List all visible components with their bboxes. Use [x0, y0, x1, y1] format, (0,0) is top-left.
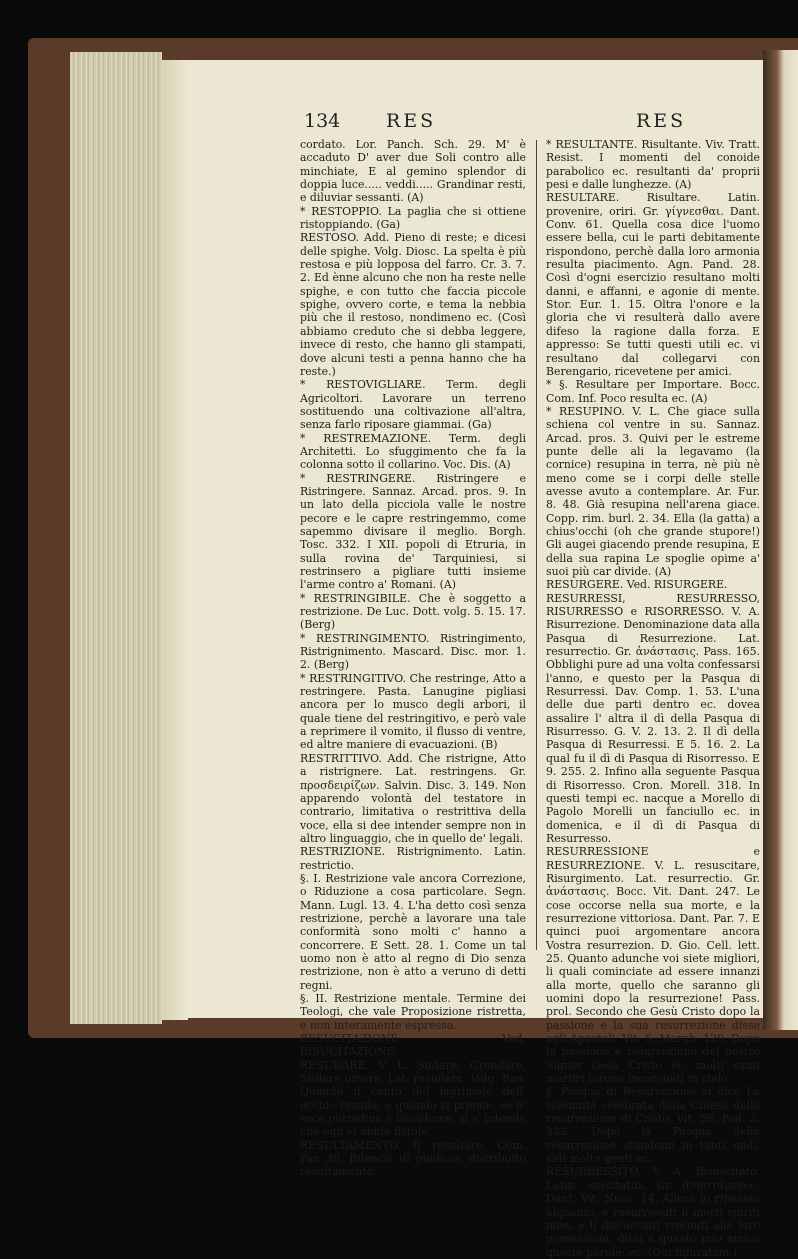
page-number: 134: [304, 110, 341, 132]
entry: §. Pasqua di Resurrezione si dice La solennità celebrata dalla Chiesa della resurrezione di Cristo. Vit. SS. Pad. 2. 322. Dopo la Pasqua della resurrezione standomi in tanti mali, vidi molte genti ec.: [546, 1085, 760, 1166]
entry: §. II. Restrizione mentale. Termine dei Teologi, che vale Proposizione ristretta, e non interamente espressa.: [300, 992, 526, 1032]
entry: §. I. Restrizione vale ancora Correzione, o Riduzione a cosa particolare. Segn. Mann. Lugl. 13. 4. L'ha detto così senza restrizione, perchè a lavorare una tale conformità sono molti c' hanno a concorrere. E Sett. 28. 1. Come un tal uomo non è atto al regno di Dio senza restrizione, non è atto a veruno di detti regni.: [300, 871, 526, 992]
entry: RESURRESSIONE e RESURREZIONE. V. L. resuscitare, Risurgimento. Lat. resurrectio. Gr. ἀνάστασις. Bocc. Vit. Dant. 247. Le cose occorse nella sua morte, e la resurrezione vittoriosa. Dant. Par. 7. E quinci puoi argomentare ancora Vostra resurrezion. D. Gio. Cell. lett. 25. Quanto adunche voi siete migliori, li quali cominciate ad essere innanzi alla morte, quello che saranno gli uomini dopo la resurrezione! Pass. prol. Secondo che Gesù Cristo dopo la passione e la sua resurrezione disse agli Apostoli. Vit. S. Margh. 129. Dopo la passione e resurrezione del nostro Signor Gesù Cristo ec. molti santi martiri furono incoronati in cielo.: [546, 845, 760, 1086]
entry: * RESTRINGERE. Ristringere e Ristringere. Sannaz. Arcad. pros. 9. In un lato della picciola valle le nostre pecore e le capre restringemmo, come sapemmo divisare il meglio. Borgh. Tosc. 332. I XII. popoli di Etruria, in sulla rovina de' Tarquiniesi, si restrinsero a pigliare tutti insieme l'arme contro a' Romani. (A): [300, 471, 526, 592]
entry: cordato. Lor. Panch. Sch. 29. M' è accaduto D' aver due Soli contro alle minchiate, E al gemino splendor di doppia luce..... veddi..... Grandinar resti, e diluviar sessanti. (A): [300, 138, 526, 205]
page-gutter: [162, 60, 188, 1020]
entry: * RESTOPPIO. La paglia che si ottiene ristoppiando. (Ga): [300, 204, 526, 232]
right-running-title: RES: [636, 110, 687, 132]
entry: * RESTREMAZIONE. Term. degli Architetti. Lo sfuggimento che fa la colonna sotto il collarino. Voc. Dis. (A): [300, 431, 526, 472]
book-spine: [763, 50, 798, 1030]
column-rule: [536, 140, 537, 950]
entry: * RESTRINGIBILE. Che è soggetto a restrizione. De Luc. Dott. volg. 5. 15. 17. (Berg): [300, 591, 526, 632]
left-column: [300, 138, 526, 1179]
entry: RESUCITAZIONE. Ved. RISUCITAZIONE.: [300, 1032, 526, 1059]
page-edges: [70, 52, 162, 1024]
entry: * RESTRINGITIVO. Che restringe, Atto a restringere. Pasta. Lanugine pigliasi ancora per lo musco degli arbori, il quale tiene del restringitivo, e però vale a reprimere il vomito, il flusso di ventre, ed altre maniere di evacuazioni. (B): [300, 671, 526, 752]
entry: * RESTOVIGLIARE. Term. degli Agricoltori. Lavorare un terreno sostituendo una coltivazione all'altra, senza farlo riposare giammai. (Ga): [300, 378, 526, 432]
entry: RESULTAMENTO. Il resultare. Com. Par. 28. Bilancia di giudicio, distribuito resultamento.: [300, 1138, 526, 1179]
entry: RESURGERE. Ved. RISURGERE.: [546, 578, 728, 592]
running-header: [300, 110, 760, 138]
entry: RESURRESSI, RESURRESSO, RISURRESSO e RISORRESSO. V. A. Risurrezione. Denominazione data alla Pasqua di Resurrezione. Lat. resurrectio. Gr. ἀνάστασις. Pass. 165. Obblighi pure ad una volta confessarsi l'anno, e questo per la Pasqua di Resurressi. Dav. Comp. 1. 53. L'una delle due parti dentro ec. dovea assalire l' altra il dì della Pasqua di Risurresso. G. V. 2. 13. 2. Il dì della Pasqua di Resurressi. E 5. 16. 2. La qual fu il dì di Pasqua di Risorresso. E 9. 255. 2. Infino alla seguente Pasqua di Risorresso. Cron. Morell. 318. In questi tempi ec. nacque a Morello di Pagolo Morelli un fanciullo ec. in domenica, e il dì di Pasqua di Resurresso.: [546, 591, 760, 845]
entry: * §. Resultare per Importare. Bocc. Com. Inf. Poco resulta ec. (A): [546, 378, 760, 405]
left-running-title: RES: [386, 110, 437, 132]
entry: * RESTRINGIMENTO. Ristringimento, Ristrignimento. Mascard. Disc. mor. 1. 2. (Berg): [300, 631, 526, 672]
entry: * RESULTANTE. Risultante. Viv. Tratt. Resist. I momenti del conoide parabolico ec. resultanti da' proprii pesi e dalle lunghezze. (A): [546, 138, 760, 192]
entry: RESTOSO. Add. Pieno di reste; e dicesi delle spighe. Volg. Diosc. La spelta è più restosa e più lopposa del farro. Cr. 3. 7. 2. Ed ènne alcuno che non ha reste nelle spighe, e con tutto che faccia piccole spighe, ovvero corte, e tema la nebbia più che il restoso, nondimeno ec. (Così abbiamo creduto che si debba leggere, invece di resto, che hanno gli stampati, dove alcuni testi a penna hanno che ha reste.): [300, 231, 526, 378]
entry: * RESUPINO. V. L. Che giace sulla schiena col ventre in su. Sannaz. Arcad. pros. 3. Quivi per le estreme punte delle ali la legavamo (la cornice) resupina in terra, nè più nè meno come se i corpi delle stelle avesse avuto a contemplare. Ar. Fur. 8. 48. Già resupina nell'arena giace. Copp. rim. burl. 2. 34. Ella (la gatta) a chius'occhi (oh che grande stupore!) Gli augei giacendo prende resupina, E della sua rapina Le spoglie opime a' suoi più car divide. (A): [546, 404, 760, 578]
entry: RESTRIZIONE. Ristrignimento. Latin. restrictio.: [300, 845, 526, 872]
right-column: [546, 138, 760, 1259]
entry: RESUDARE. V. L. Sudare, Grondare, Stillare umore. Lat. resudare. Volg. Ras. Quando il canto del lagrimale dell' occhio resuda, e quando si prieme, se n' esce putredine e fracidume, sì s' intende che egli vi abbia fistola.: [300, 1058, 526, 1139]
entry: RESULTARE. Risultare. Latin. provenire, oriri. Gr. γίγνεσθαι. Dant. Conv. 61. Quella cosa dice l'uomo essere bella, cui le parti debitamente rispondono, perchè dalla loro armonia resulta piacimento. Agn. Pand. 28. Così d'ogni esercizio resultano molti danni, e affanni, e agonie di mente. Stor. Eur. 1. 15. Oltra l'onore e la gloria che vi resulterà dallo avere difeso la ragione dalla forza. E appresso: Se tutti questi utili ec. vi resultano dal collegarvi con Berengario, ricevetene per amici.: [546, 191, 760, 378]
entry: RESURRESSITO. V. A. Risuscitato. Latin. suscitatus. Gr. ἀναστάμενος. Dant. Vit. Nuov. 14. Allora io riposato alquanto, e resurressiti li morti spiriti miei, e li discacciati rivenuti alle loro possessioni, dissi a questo mio amico queste parole: ec. (Qui figuratam.): [546, 1165, 760, 1259]
entry: RESTRITTIVO. Add. Che ristrigne, Atto a ristrignere. Lat. restringens. Gr. προσδειρίζων. Salvin. Disc. 3. 149. Non apparendo volontà del testatore in contrario, limitativa o restrittiva della voce, ella si dee intender sempre non in altro linguaggio, che in quello de' legali.: [300, 751, 526, 845]
